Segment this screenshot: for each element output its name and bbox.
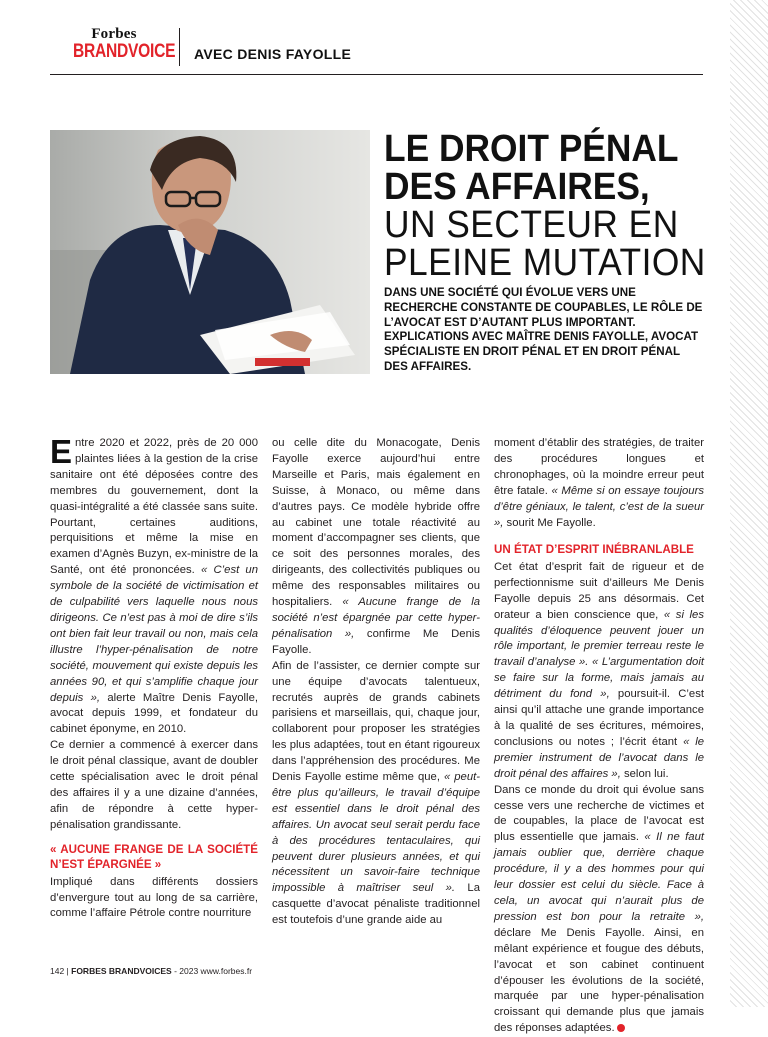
paragraph-2: Ce dernier a commencé à exercer dans le droit pénal classique, avant de doubler cette spécialisation avec le droit pénal des affaires il y a une dizaine d’années, afin de répondre à cette hyper-pénalisation grandissante. bbox=[50, 739, 258, 831]
paragraph-1: Entre 2020 et 2022, près de 20 000 plaintes liées à la gestion de la crise sanitaire ont été déposées contre des membres du gouvernement, dont la quasi-intégralité a été classée sans suite. Pourtant, certaines auditions, perquisitions et même la mise en examen d’Agnès Buzyn, ex-ministre de la Santé, ont été prononcées. « C’est un symbole de la société de victimisation et de culpabilité vers laquelle nous nous dirigeons. Ce n’est pas à moi de dire s’ils ont bien fait leur travail ou non, mais cela illustre l’hyper-pénalisation de notre société, mouvement qui existe depuis les années 90, et qui s’amplifie chaque jour depuis », alerte Maître Denis Fayolle, avocat depuis 1999, et fondateur du cabinet éponyme, en 2010. bbox=[50, 433, 258, 736]
logo-forbes-text: Forbes bbox=[91, 26, 137, 42]
drop-cap: E bbox=[50, 433, 73, 470]
footer-site: www.forbes.fr bbox=[198, 966, 253, 976]
article-column-2 bbox=[272, 436, 480, 929]
footer-brand: FORBES BRANDVOICES bbox=[71, 966, 172, 976]
article-title bbox=[384, 130, 714, 282]
title-line-3: UN SECTEUR EN bbox=[384, 204, 679, 246]
section-label: AVEC DENIS FAYOLLE bbox=[194, 46, 352, 62]
page-footer bbox=[50, 966, 252, 976]
header-divider bbox=[179, 28, 180, 66]
paragraph-3: Impliqué dans différents dossiers d’envergure tout au long de sa carrière, comme l’affaire Pétrole contre nourriture bbox=[50, 875, 258, 920]
article-column-1 bbox=[50, 433, 258, 922]
page-header bbox=[50, 24, 703, 75]
article-column-3 bbox=[494, 436, 704, 1037]
portrait-photo bbox=[50, 130, 370, 374]
paragraph-4: Afin de l’assister, ce dernier compte sur une équipe d’avocats talentueux, recrutés auprès de grands cabinets parisiens et marseillais, qui, chaque jour, collaborent pour proposer les stratégies les plus adaptées, tout en étant rigoureux dans l’appréhension des procédures. Me Denis Fayolle estime même que, « peut-être plus qu’ailleurs, le travail d’équipe est essentiel dans le droit pénal des affaires. Un avocat seul serait perdu face à des procédures tentaculaires, qui peuvent durer plusieurs années, et qui nécessitent un savoir-faire technique impossible à maîtriser seul ». La casquette d’avocat pénaliste traditionnel est toutefois d’une grande aide au bbox=[272, 659, 481, 927]
footer-year: - 2023 bbox=[171, 966, 199, 976]
paragraph-3-cont: ou celle dite du Monacogate, Denis Fayolle exerce aujourd’hui entre Marseille et Paris, mais également en Suisse, à Monaco, ou même dans d’autres pays. Ce modèle hybride offre au cabinet une totale réactivité au moment d’accompagner ses clients, que ce soit des personnes morales, des dirigeants, des collectivités publiques ou même des responsables militaires ou hospitaliers. « Aucune frange de la société n’est épargnée par cette hyper-pénalisation », confirme Me Denis Fayolle. bbox=[272, 437, 481, 656]
title-line-2: DES AFFAIRES, bbox=[384, 166, 650, 208]
article-lead: DANS UNE SOCIÉTÉ QUI ÉVOLUE VERS UNE RECHERCHE CONSTANTE DE COUPABLES, LE RÔLE DE L’AVOCAT EST D’AUTANT PLUS IMPORTANT. EXPLICATIONS AVEC MAÎTRE DENIS FAYOLLE, AVOCAT SPÉCIALISTE EN DROIT PÉNAL ET EN DROIT PÉNAL DES AFFAIRES. bbox=[384, 286, 703, 373]
paragraph-6: Dans ce monde du droit qui évolue sans cesse vers une recherche de victimes et de coupables, la place de l’avocat est plus essentielle que jamais. « Il ne faut jamais oublier que, derrière chaque procédure, il y a des hommes pour qui leur dossier est celui du siècle. Face à cela, un avocat qui n’aurait plus de pression est bon pour la retraite », déclare Me Denis Fayolle. Ainsi, en mêlant expérience et fougue des débuts, l’avocat et son cabinet continuent d’épouser les évolutions de la société, marquée par une hyper-pénalisation croissant qui demande plus que jamais des réponses adaptées. bbox=[494, 783, 704, 1035]
subheading-1: « AUCUNE FRANGE DE LA SOCIÉTÉ N’EST ÉPARGNÉE » bbox=[50, 842, 258, 872]
paragraph-5: Cet état d’esprit fait de rigueur et de perfectionnisme suit d’ailleurs Me Denis Fayolle depuis 25 ans désormais. Cet orateur a bien conscience que, « si les qualités d’éloquence peuvent jouer un rôle important, le premier terreau reste le travail d’analyse ». « L’argumentation doit se faire sur la forme, mais jamais au détriment du fond », poursuit-il. C’est ainsi qu’il attache une grande importance à la qualité de ses écritures, mémoires, conclusions ou notes ; l’écrit étant « le premier instrument de l’avocat dans le droit pénal des affaires », selon lui. bbox=[494, 560, 705, 780]
title-line-1: LE DROIT PÉNAL bbox=[384, 128, 679, 170]
paragraph-4-cont: moment d’établir des stratégies, de traiter des procédures longues et chronophages, où la moindre erreur peut être fatale. « Même si on essaye toujours d’être géniaux, le talent, c’est de la sueur », sourit Me Fayolle. bbox=[494, 437, 704, 529]
title-line-4: PLEINE MUTATION bbox=[384, 242, 706, 284]
logo-brandvoice-text: BRANDVOICE bbox=[73, 41, 176, 62]
footer-page-number: 142 | bbox=[50, 966, 72, 976]
forbes-brandvoice-logo bbox=[64, 26, 176, 62]
red-dot-icon bbox=[617, 1024, 625, 1032]
subheading-2: UN ÉTAT D’ESPRIT INÉBRANLABLE bbox=[494, 543, 694, 557]
decorative-stripes bbox=[730, 0, 768, 1007]
